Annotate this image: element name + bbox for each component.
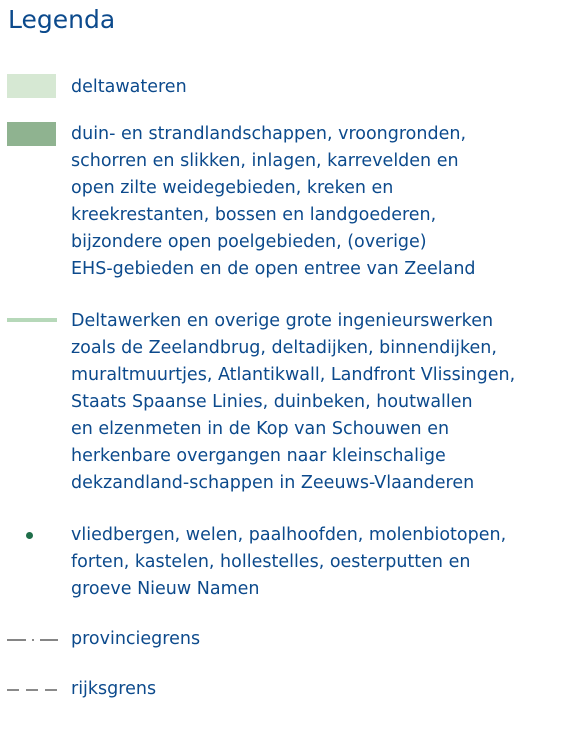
light-green-fill-swatch [7, 74, 56, 98]
legend-item-label: vliedbergen, welen, paalhoofden, molenbiotopen, forten, kastelen, hollestelles, oesterputten en groeve Nieuw Namen [71, 525, 507, 599]
green-dot-symbol [26, 532, 33, 539]
legend-item-label: deltawateren [71, 77, 187, 97]
legend-item-label: duin- en strandlandschappen, vroongronden, schorren en slikken, inlagen, karrevelden en open zilte weidegebieden, kreken en kreekrestanten, bossen en landgoederen, bijzondere open poelgebieden, (overige) EHS-gebieden en de open entree van Zeeland [71, 124, 476, 279]
legend-item-label: rijksgrens [71, 679, 157, 699]
legend-item-label: provinciegrens [71, 629, 201, 649]
legend-item-label: Deltawerken en overige grote ingenieurswerken zoals de Zeelandbrug, deltadijken, binnendijken, muraltmuurtjes, Atlantikwall, Landfront Vlissingen, Staats Spaanse Linies, duinbeken, houtwallen en elzenmeten in de Kop van Schouwen en herkenbare overgangen naar kleinschalige dekzandland-schappen in Zeeuws-Vlaanderen [71, 311, 516, 493]
green-line-symbol [7, 318, 57, 322]
dashed-line-symbol [7, 688, 59, 692]
dark-green-fill-swatch [7, 122, 56, 146]
dash-dot-line-symbol [7, 638, 59, 642]
legend-title: Legenda [8, 5, 116, 34]
